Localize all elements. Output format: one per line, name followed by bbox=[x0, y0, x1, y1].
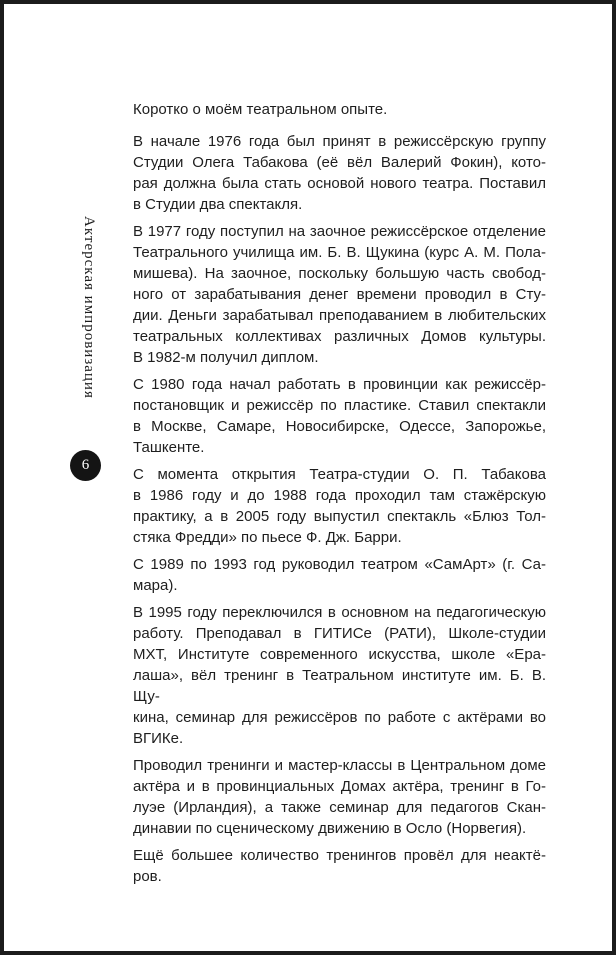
text-line: Студии Олега Табакова (её вёл Валерий Фокин), кото- bbox=[133, 154, 546, 171]
text-line: мара). bbox=[133, 577, 178, 594]
text-line: С 1980 года начал работать в провинции как режиссёр- bbox=[133, 376, 546, 393]
paragraph bbox=[133, 221, 546, 368]
text-line: С 1989 по 1993 год руководил театром «СамАрт» (г. Са- bbox=[133, 556, 546, 573]
text-line: практику, а в 2005 году выпустил спектакль «Блюз Тол- bbox=[133, 508, 546, 525]
text-line: динавии по сценическому движению в Осло (Норвегия). bbox=[133, 820, 527, 837]
text-line: ного от зарабатывания денег времени проводил в Сту- bbox=[133, 286, 546, 303]
text-line: В 1982-м получил диплом. bbox=[133, 349, 319, 366]
paragraph bbox=[133, 131, 546, 215]
text-line: актёра и в провинциальных Домах актёра, тренинг в Го- bbox=[133, 778, 546, 795]
paragraph bbox=[133, 374, 546, 458]
text-line: кина, семинар для режиссёров по работе с актёрами во bbox=[133, 709, 546, 726]
text-line: В 1995 году переключился в основном на педагогическую bbox=[133, 604, 546, 621]
text-line: Коротко о моём театральном опыте. bbox=[133, 101, 388, 118]
text-line: лаша», вёл тренинг в Театральном институте им. Б. В. Щу- bbox=[133, 667, 546, 705]
running-title: Актерская импровизация bbox=[81, 216, 97, 399]
text-line: В 1977 году поступил на заочное режиссёрское отделение bbox=[133, 223, 546, 240]
text-line: в Студии два спектакля. bbox=[133, 196, 303, 213]
text-line: ров. bbox=[133, 868, 162, 885]
text-line: дии. Деньги зарабатывал преподаванием в любительских bbox=[133, 307, 546, 324]
paragraph bbox=[133, 755, 546, 839]
text-line: работу. Преподавал в ГИТИСе (РАТИ), Школе-студии bbox=[133, 625, 546, 642]
text-line: рая должна была стать основой нового театра. Поставил bbox=[133, 175, 546, 192]
text-line: МХТ, Институте современного искусства, школе «Ера- bbox=[133, 646, 546, 663]
page-number: 6 bbox=[81, 457, 90, 473]
text-line: В начале 1976 года был принят в режиссёрскую группу bbox=[133, 133, 546, 150]
text-line: Театрального училища им. Б. В. Щукина (курс А. М. Пола- bbox=[133, 244, 546, 261]
text-line: стяка Фредди» по пьесе Ф. Дж. Барри. bbox=[133, 529, 402, 546]
paragraph bbox=[133, 845, 546, 887]
text-line: Проводил тренинги и мастер-классы в Центральном доме bbox=[133, 757, 546, 774]
page-number-badge bbox=[70, 450, 101, 481]
text-line: театральных коллективах различных Домов культуры. bbox=[133, 328, 546, 345]
text-line: постановщик и режиссёр по пластике. Ставил спектакли bbox=[133, 397, 546, 414]
text-line: мишева). На заочное, поскольку большую часть свобод- bbox=[133, 265, 546, 282]
paragraph bbox=[133, 99, 546, 120]
paragraph bbox=[133, 464, 546, 548]
text-line: в Москве, Самаре, Новосибирске, Одессе, Запорожье, bbox=[133, 418, 546, 435]
page-text bbox=[133, 99, 546, 893]
text-line: Ещё большее количество тренингов провёл для неактё- bbox=[133, 847, 546, 864]
paragraph bbox=[133, 602, 546, 749]
text-line: ВГИКе. bbox=[133, 730, 184, 747]
text-line: луэе (Ирландия), а также семинар для педагогов Скан- bbox=[133, 799, 546, 816]
text-line: в 1986 году и до 1988 года проходил там стажёрскую bbox=[133, 487, 546, 504]
text-line: Ташкенте. bbox=[133, 439, 205, 456]
text-line: С момента открытия Театра-студии О. П. Табакова bbox=[133, 466, 546, 483]
paragraph bbox=[133, 554, 546, 596]
